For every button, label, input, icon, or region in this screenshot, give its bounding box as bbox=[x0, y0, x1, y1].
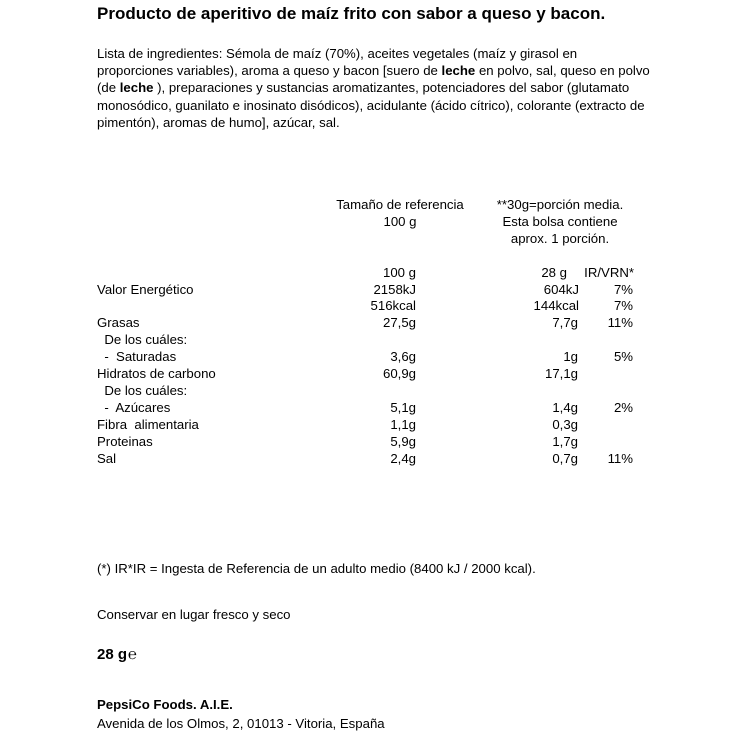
ingredients-text-2: en polvo, sal, queso en polvo (de bbox=[97, 63, 650, 96]
row-fat-ir: 11% bbox=[607, 315, 633, 330]
row-label-fat: Grasas bbox=[97, 315, 140, 330]
row-label-carbs-of-which: De los cuáles: bbox=[97, 383, 188, 398]
net-weight bbox=[97, 646, 137, 663]
row-saturated-ir: 5% bbox=[613, 349, 633, 364]
row-carbohydrates-28g: 17,1g bbox=[544, 366, 578, 381]
row-label-fibre: Fibra alimentaria bbox=[97, 417, 199, 432]
row-saturated-100g: 3,6g bbox=[390, 349, 416, 364]
storage-instructions: Conservar en lugar fresco y seco bbox=[97, 607, 291, 622]
row-label-fat-of-which: De los cuáles: bbox=[97, 332, 188, 347]
row-saturated-28g: 1g bbox=[563, 349, 578, 364]
row-protein-28g: 1,7g bbox=[552, 434, 578, 449]
row-energy-kcal-100g: 516kcal bbox=[370, 298, 416, 313]
ingredients-text-1: Lista de ingredientes: Sémola de maíz (70%), aceites vegetales (maíz y girasol en proporciones variables), aroma a queso y bacon [suero de bbox=[97, 46, 578, 79]
reference-intake-note: (*) IR*IR = Ingesta de Referencia de un adulto medio (8400 kJ / 2000 kcal). bbox=[97, 561, 536, 576]
row-label-sugars: - Azúcares bbox=[97, 400, 171, 415]
row-carbohydrates-100g: 60,9g bbox=[382, 366, 416, 381]
row-protein-100g: 5,9g bbox=[390, 434, 416, 449]
allergen-milk-1: leche bbox=[441, 63, 476, 79]
row-salt-100g: 2,4g bbox=[390, 451, 416, 466]
column-ir-vrn: IR/VRN* bbox=[584, 265, 634, 280]
row-energy-28g: 604kJ bbox=[543, 282, 579, 297]
column-28g: 28 g bbox=[541, 265, 567, 280]
row-label-carbohydrates: Hidratos de carbono bbox=[97, 366, 216, 381]
net-weight-value: 28 g bbox=[97, 646, 128, 663]
company-name: PepsiCo Foods. A.I.E. bbox=[97, 697, 233, 712]
row-sugars-100g: 5,1g bbox=[390, 400, 416, 415]
row-fat-28g: 7,7g bbox=[552, 315, 578, 330]
column-100g: 100 g bbox=[382, 265, 416, 280]
header-portion-size: **30g=porción media. bbox=[496, 197, 624, 212]
row-energy-kcal-28g: 144kcal bbox=[533, 298, 579, 313]
row-label-energy: Valor Energético bbox=[97, 282, 194, 297]
row-salt-ir: 11% bbox=[607, 451, 633, 466]
row-fibre-28g: 0,3g bbox=[552, 417, 578, 432]
row-label-salt: Sal bbox=[97, 451, 117, 466]
ingredients-text-3: ), preparaciones y sustancias aromatizantes, potenciadores del sabor (glutamato monosódico, guanilato e inosinato disódicos), acidulante (ácido cítrico), colorante (extracto de pimentón), aromas de humo], azúcar, sal. bbox=[97, 80, 645, 130]
header-portion-count: aprox. 1 porción. bbox=[510, 231, 610, 246]
header-reference-amount: 100 g bbox=[383, 214, 417, 229]
row-fat-100g: 27,5g bbox=[382, 315, 416, 330]
row-label-saturated: - Saturadas bbox=[97, 349, 177, 364]
company-address: Avenida de los Olmos, 2, 01013 - Vitoria, España bbox=[97, 716, 385, 731]
estimated-sign-icon: ℮ bbox=[128, 646, 138, 663]
row-energy-kcal-ir: 7% bbox=[613, 298, 633, 313]
ingredients-list bbox=[97, 45, 657, 131]
row-label-protein: Proteinas bbox=[97, 434, 153, 449]
header-bag-contains: Esta bolsa contiene bbox=[502, 214, 618, 229]
allergen-milk-2: leche bbox=[119, 80, 154, 96]
row-fibre-100g: 1,1g bbox=[390, 417, 416, 432]
row-energy-ir: 7% bbox=[613, 282, 633, 297]
row-energy-100g: 2158kJ bbox=[373, 282, 416, 297]
product-title: Producto de aperitivo de maíz frito con sabor a queso y bacon. bbox=[97, 4, 606, 23]
row-sugars-ir: 2% bbox=[613, 400, 633, 415]
header-reference-size: Tamaño de referencia bbox=[336, 197, 464, 212]
row-sugars-28g: 1,4g bbox=[552, 400, 578, 415]
row-salt-28g: 0,7g bbox=[552, 451, 578, 466]
